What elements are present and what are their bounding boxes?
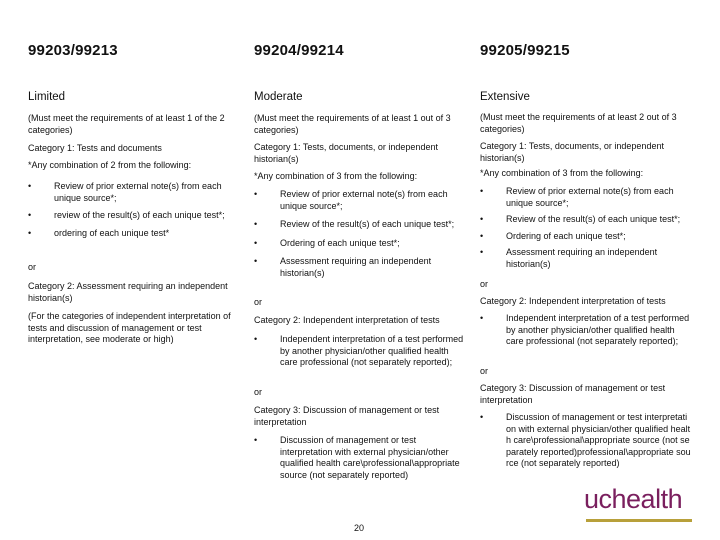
level-label: Extensive — [480, 91, 530, 103]
code-header: 99203/99213 — [28, 42, 118, 59]
combination-text: *Any combination of 3 from the following: — [480, 168, 644, 178]
or-separator: or — [480, 279, 489, 289]
list-item: • Review of prior external note(s) from each unique source*; — [28, 181, 238, 204]
requirement-text: (Must meet the requirements of at least 2 out of 3 categories) — [480, 112, 677, 134]
requirement-text: (Must meet the requirements of at least 1 out of 3 categories) — [254, 113, 451, 135]
code-header: 99205/99215 — [480, 42, 570, 59]
category-label: Category 1: — [480, 141, 529, 151]
category-label: Category 3: — [254, 405, 304, 415]
combination-text: *Any combination of 2 from the following: — [28, 160, 192, 170]
list-item: • Ordering of each unique test*; — [480, 231, 692, 243]
list-item: • Ordering of each unique test*; — [254, 238, 468, 250]
list-item: • Discussion of management or test interpretation with external physician/other qualified health care\professional\appropriate source (not separately reported)professional\appropriate source (not separately reported) — [480, 412, 692, 470]
category-label: Category 1: — [254, 142, 303, 152]
list-item: • review of the result(s) of each unique test*; — [28, 210, 238, 222]
category-3 — [480, 383, 692, 406]
category-2 — [254, 315, 468, 327]
or-separator: or — [254, 297, 263, 307]
item-list — [254, 189, 468, 279]
category-1 — [28, 143, 238, 155]
or-separator: or — [28, 262, 37, 272]
code-header: 99204/99214 — [254, 42, 344, 59]
list-item: • Independent interpretation of a test performed by another physician/other qualified health care professional (not separately reported); — [254, 334, 468, 369]
list-item: • Discussion of management or test interpretation with external physician/other qualified health care\professional\appropriate source (not separately reported) — [254, 435, 468, 481]
list-item: • Review of the result(s) of each unique test*; — [480, 214, 692, 226]
category-name: Tests, documents, or independent historian(s) — [480, 141, 664, 163]
item-list — [254, 435, 468, 481]
category-label: Category 2: — [254, 315, 304, 325]
category-name: Discussion of management or test interpretation — [480, 383, 666, 405]
category-1 — [480, 141, 692, 164]
uchealth-logo: uchealth — [584, 484, 683, 514]
category-name: Tests, documents, or independent historian(s) — [254, 142, 438, 164]
category-label: Category 1: — [28, 143, 77, 153]
or-separator: or — [254, 387, 263, 397]
category-label: Category 2: — [28, 281, 77, 291]
item-list — [480, 412, 692, 470]
category-name: Assessment requiring an independent historian(s) — [28, 281, 228, 303]
list-item: • Assessment requiring an independent historian(s) — [480, 247, 692, 270]
requirement-text: (Must meet the requirements of at least 1 of the 2 categories) — [28, 113, 225, 135]
category-name: Independent interpretation of tests — [529, 296, 666, 306]
list-item: • Review of prior external note(s) from each unique source*; — [480, 186, 692, 209]
category-label: Category 3: — [480, 383, 530, 393]
category-1 — [254, 142, 468, 165]
level-label: Limited — [28, 91, 66, 103]
logo-underline — [586, 519, 692, 522]
list-item: • Assessment requiring an independent historian(s) — [254, 256, 468, 279]
list-item: • Independent interpretation of a test performed by another physician/other qualified health care professional (not separately reported); — [480, 313, 692, 348]
category-name: Independent interpretation of tests — [303, 315, 440, 325]
level-label: Moderate — [254, 91, 303, 103]
item-list — [28, 181, 238, 239]
category-3 — [254, 405, 468, 428]
combination-text: *Any combination of 3 from the following: — [254, 171, 418, 181]
category-2 — [480, 296, 692, 308]
list-item: • ordering of each unique test* — [28, 228, 238, 240]
item-list — [480, 186, 692, 270]
list-item: • Review of prior external note(s) from each unique source*; — [254, 189, 468, 212]
category-name: Discussion of management or test interpretation — [254, 405, 440, 427]
item-list — [254, 334, 468, 369]
list-item: • Review of the result(s) of each unique test*; — [254, 219, 468, 231]
category-label: Category 2: — [480, 296, 530, 306]
category-2 — [28, 281, 238, 304]
item-list — [480, 313, 692, 348]
or-separator: or — [480, 366, 489, 376]
footnote-text: (For the categories of independent interpretation of tests and discussion of management or test interpretation, see moderate or high) — [28, 311, 231, 344]
category-name: Tests and documents — [76, 143, 162, 153]
page-number: 20 — [354, 523, 365, 533]
